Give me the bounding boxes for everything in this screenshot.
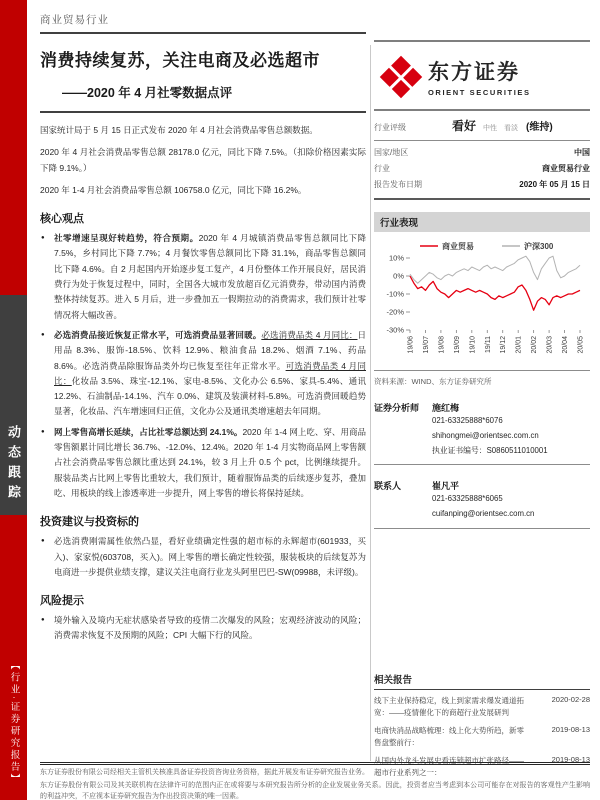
section-heading: 核心观点 <box>40 213 84 226</box>
footer-disclaimer <box>40 762 590 800</box>
column-divider <box>370 45 371 761</box>
brand-block <box>374 42 590 109</box>
svg-text:20/02: 20/02 <box>531 336 539 354</box>
footer-line: 东方证券股份有限公司及其关联机构在法律许可的范围内正在或将要与本研究报告所分析的企业发展业务关系。因此，投资者应当考虑到本公司可能存在对报告的客观性产生影响的利益冲突，不应视本证券研究报告为作出投资决策的唯一因素。 <box>40 781 590 800</box>
bullet-list <box>40 613 366 644</box>
section-heading: 投资建议与投资标的 <box>40 516 139 529</box>
bullet-list <box>40 231 366 501</box>
intro-paragraphs <box>40 123 366 198</box>
bullet-item: ● 网上零售高增长延续，占比社零总额达到 24.1%。2020 年 1-4 网上吃、穿、用商品零售额累计同比增长 36.7%、-12.0%、12.4%。2020 年 1-4 月实物商品网上零售额占社会消费品零售总额比重达到 24.1%，较 3 月上升 0.5 个 pct，比例继续提升。服装品类占比网上零售比重较大，我们预计，随着服饰品类的后续逐步复苏，叠加吃、用板块的线上渗透率进一步提升，网上零售的增长将保持延续。 <box>40 425 366 501</box>
svg-text:19/09: 19/09 <box>453 336 461 354</box>
svg-text:20/03: 20/03 <box>546 336 554 354</box>
orient-securities-logo-icon <box>380 55 422 97</box>
left-banner <box>0 0 27 800</box>
analyst-block <box>374 401 590 465</box>
svg-text:19/10: 19/10 <box>469 336 477 354</box>
related-report-title: 线下主业保持稳定，线上到家需求爆发通道拓宽：——疫情催化下的商超行业发展研判 <box>374 696 524 718</box>
contact-label: 联系人 <box>374 481 402 492</box>
contact-block <box>374 479 590 529</box>
left-banner-category <box>0 295 27 515</box>
svg-text:0%: 0% <box>393 271 404 281</box>
intro-paragraph: 2020 年 4 月社会消费品零售总额 28178.0 亿元，同比下降 7.5%。（扣除价格因素实际下降 9.1%。） <box>40 147 366 173</box>
svg-text:19/07: 19/07 <box>422 336 430 354</box>
svg-text:19/08: 19/08 <box>438 336 446 354</box>
rule <box>374 528 590 529</box>
meta-label: 报告发布日期 <box>374 179 422 189</box>
industry-performance-chart <box>374 236 590 368</box>
brand-name-cn: 东方证券 <box>428 61 520 84</box>
footer-line: 东方证券股份有限公司经相关主管机关核准具备证券投资咨询业务资格，据此开展发布证券研究报告业务。 <box>40 768 369 776</box>
related-reports-heading: 相关报告 <box>374 672 590 690</box>
rule <box>374 464 590 465</box>
bullet-item: ● 社零增速呈现好转趋势，符合预期。2020 年 4 月城镇消费品零售总额同比下降 7.5%，乡村同比下降 7.7%；4 月餐饮零售总额同比下降 31.1%，商品零售总额同比下降 4.6%。自 2 月起国内开始逐步复工复产，4 月份整体工作开展良好，居民消费行为处于恢复过程中，同时，全国各大城市发放超百亿元消费券，带动国内消费整体持续复苏。进入 5 月后，进一步叠加五一假期拉动的消费需求，我们预计社零情况将大幅改善。 <box>40 231 366 323</box>
svg-text:20/05: 20/05 <box>577 336 585 354</box>
report-type-label: 动态跟踪 <box>6 425 21 505</box>
contact-email: cuifanping@orientsec.com.cn <box>432 509 535 519</box>
svg-text:20/04: 20/04 <box>562 336 570 354</box>
section-investment-advice <box>40 513 366 580</box>
svg-text:-30%: -30% <box>386 325 404 335</box>
left-banner-red-top <box>0 0 27 295</box>
svg-text:20/01: 20/01 <box>515 336 523 354</box>
intro-paragraph: 国家统计局于 5 月 15 日正式发布 2020 年 4 月社会消费品零售总额数据。 <box>40 125 318 135</box>
meta-row <box>374 176 590 192</box>
brand-text <box>428 56 531 97</box>
industry-performance-heading: 行业表现 <box>374 212 590 232</box>
section-core-views <box>40 210 366 501</box>
meta-value: 商业贸易行业 <box>542 163 590 173</box>
meta-label: 国家/地区 <box>374 147 409 157</box>
rating-alt-negative: 看淡 <box>504 125 519 132</box>
report-subtitle: ——2020 年 4 月社零数据点评 <box>62 86 233 100</box>
svg-text:商业贸易: 商业贸易 <box>442 241 474 251</box>
report-title: 消费持续复苏，关注电商及必选超市 <box>40 51 320 70</box>
industry-rating-row <box>374 111 590 140</box>
bullet-item: ● 必选消费品接近恢复正常水平，可选消费品显著回暖。必选消费品类 4 月同比：日用品 8.3%、服饰-18.5%、饮料 12.9%、粮油食品 18.2%、烟酒 7.1%、药品 8.6%。必选消费品除服饰品类外均已恢复至往年正常水平。可选消费品类 4 月同比：化妆品 3.5%、珠宝-12.1%、家电-8.5%、文化办公 6.5%、家具-5.4%、通讯 12.2%、石油制品-14.1%、汽车 0.0%、建筑及装潢材料-5.8%。可选消费回暖趋势显著，化妆品、汽车增速回归正值，文化办公及通讯类增速超去年同期。 <box>40 328 366 420</box>
svg-text:19/12: 19/12 <box>500 336 508 354</box>
bullet-item: ● 境外输入及境内无症状感染者导致的疫情二次爆发的风险；宏观经济波动的风险；消费需求恢复不及预期的风险；CPI 大幅下行的风险。 <box>40 613 366 644</box>
bullet-list <box>40 534 366 580</box>
analyst-name: 施红梅 <box>432 403 460 413</box>
meta-row <box>374 160 590 176</box>
related-report-title: 从国内外龙头发展史看连锁超市扩张路径——超市行业系列之一： <box>374 755 524 777</box>
svg-text:10%: 10% <box>388 253 404 263</box>
meta-row <box>374 144 590 160</box>
related-report-date: 2019-08-13 <box>551 724 590 734</box>
bullet-item: ● 必选消费刚需属性依然凸显，看好业绩确定性强的超市标的永辉超市(601933，买入)、家家悦(603708，买入)。网上零售的增长确定性较强，服装板块的后续复苏为电商进一步提供业绩支撑，建议关注电商行业龙头阿里巴巴-SW(09988，未评级)。 <box>40 534 366 580</box>
rating-status: (维持) <box>526 122 553 133</box>
section-risk-warning <box>40 592 366 644</box>
rating-label: 行业评级 <box>374 123 406 132</box>
report-meta <box>374 141 590 198</box>
svg-text:19/06: 19/06 <box>407 336 415 354</box>
rating-value: 看好 <box>452 119 477 133</box>
report-series-label: 【行业·证券研究报告】 <box>8 660 20 786</box>
meta-value: 中国 <box>574 147 590 157</box>
left-banner-series <box>0 515 27 800</box>
intro-paragraph: 2020 年 1-4 月社会消费品零售总额 106758.0 亿元，同比下降 16.2%。 <box>40 184 307 195</box>
industry-eyebrow: 商业贸易行业 <box>40 12 366 34</box>
sidebar <box>374 0 590 800</box>
analyst-phone: 021-63325888*6076 <box>432 416 503 425</box>
analyst-email: shihongmei@orientsec.com.cn <box>432 430 539 440</box>
svg-text:沪深300: 沪深300 <box>524 241 554 251</box>
section-heading: 风险提示 <box>40 595 84 608</box>
rating-alt-neutral: 中性 <box>483 125 498 132</box>
analyst-label: 证券分析师 <box>374 403 420 413</box>
rule <box>374 198 590 200</box>
footer-rule <box>40 762 590 765</box>
related-report-date: 2020-02-28 <box>551 695 590 704</box>
brand-name-en: ORIENT SECURITIES <box>428 88 531 97</box>
svg-text:-20%: -20% <box>386 307 404 317</box>
meta-value: 2020 年 05 月 15 日 <box>519 179 590 189</box>
chart-source-note: 资料来源：WIND、东方证券研究所 <box>374 370 590 387</box>
title-rule <box>40 111 366 113</box>
analyst-license: 执业证书编号：S0860511010001 <box>432 445 548 455</box>
contact-name: 崔凡平 <box>432 481 460 492</box>
svg-text:-10%: -10% <box>386 289 404 299</box>
related-report-item <box>374 695 590 720</box>
svg-text:19/11: 19/11 <box>484 336 492 353</box>
main-column <box>40 12 366 760</box>
contact-phone: 021-63325888*6065 <box>432 494 503 504</box>
related-report-date: 2019-08-13 <box>551 754 590 764</box>
related-report-title: 电商快消品战略梳理：线上化大势所趋，新零售盘整前行： <box>374 725 524 748</box>
meta-label: 行业 <box>374 163 390 173</box>
related-report-item <box>374 725 590 750</box>
